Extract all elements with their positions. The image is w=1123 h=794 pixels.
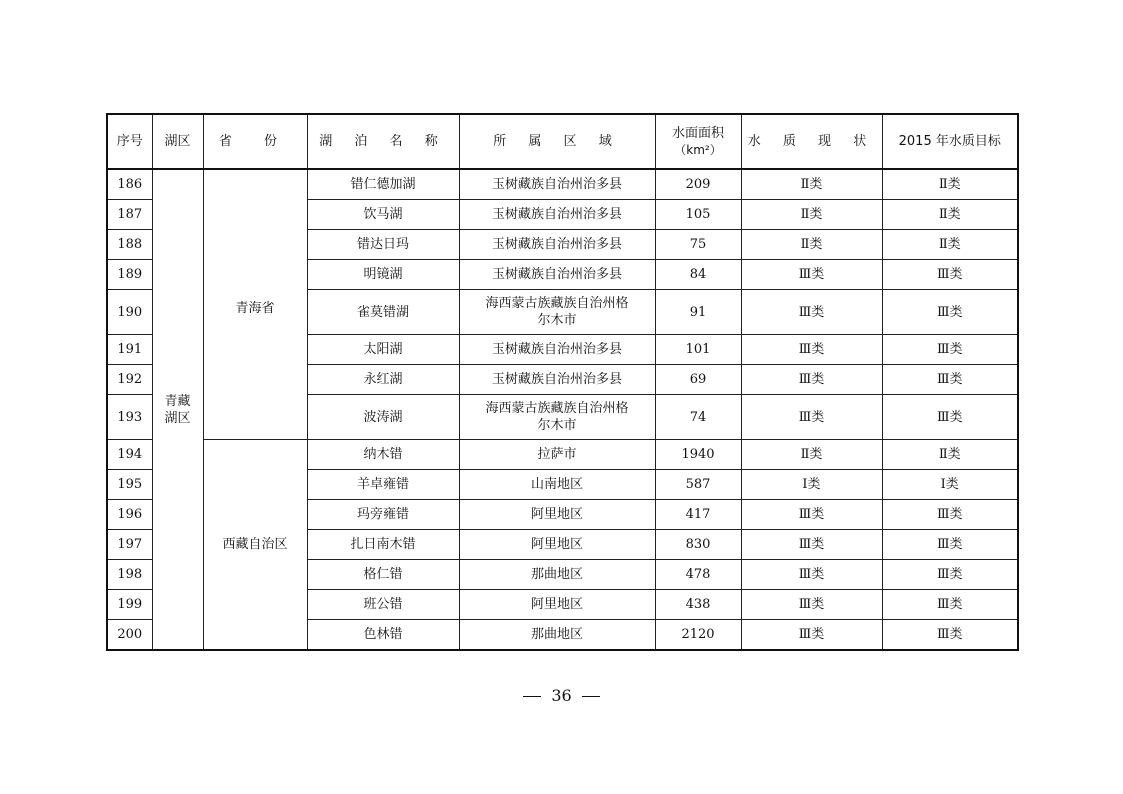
lake-name-cell: 玛旁雍错: [307, 500, 459, 530]
area-cell: 阿里地区: [459, 500, 655, 530]
lake-name-cell: 错达日玛: [307, 230, 459, 260]
lake-name-cell: 太阳湖: [307, 335, 459, 365]
target-cell: Ⅲ类: [882, 290, 1018, 335]
seq-cell: 195: [107, 470, 152, 500]
seq-cell: 186: [107, 169, 152, 200]
water-area-cell: 2120: [655, 620, 741, 651]
water-area-cell: 587: [655, 470, 741, 500]
area-cell: 玉树藏族自治州治多县: [459, 335, 655, 365]
seq-cell: 198: [107, 560, 152, 590]
quality-cell: Ⅲ类: [741, 620, 882, 651]
seq-cell: 200: [107, 620, 152, 651]
lake-name-cell: 纳木错: [307, 440, 459, 470]
page-footer: [0, 686, 1123, 705]
lake-name-cell: 扎日南木错: [307, 530, 459, 560]
area-cell: 那曲地区: [459, 620, 655, 651]
water-area-cell: 101: [655, 335, 741, 365]
header-region: 湖区: [152, 114, 203, 169]
water-area-cell: 478: [655, 560, 741, 590]
area-cell: 玉树藏族自治州治多县: [459, 169, 655, 200]
area-cell: 那曲地区: [459, 560, 655, 590]
seq-cell: 189: [107, 260, 152, 290]
area-cell: 玉树藏族自治州治多县: [459, 230, 655, 260]
target-cell: Ⅲ类: [882, 395, 1018, 440]
target-cell: Ⅲ类: [882, 335, 1018, 365]
target-cell: Ⅱ类: [882, 200, 1018, 230]
header-water-area-label: 水面面积: [671, 125, 724, 141]
quality-cell: Ⅱ类: [741, 169, 882, 200]
lake-name-cell: 永红湖: [307, 365, 459, 395]
header-water-area-unit: （km²）: [674, 142, 722, 157]
seq-cell: 196: [107, 500, 152, 530]
water-area-cell: 84: [655, 260, 741, 290]
header-quality: 水 质 现 状: [741, 114, 882, 169]
quality-cell: Ⅲ类: [741, 365, 882, 395]
water-area-cell: 105: [655, 200, 741, 230]
target-cell: Ⅲ类: [882, 530, 1018, 560]
lake-name-cell: 明镜湖: [307, 260, 459, 290]
lake-water-quality-table: [106, 113, 1019, 651]
region-cell: [152, 169, 203, 650]
province-cell-tibet: 西藏自治区: [203, 440, 307, 651]
area-cell: 玉树藏族自治州治多县: [459, 200, 655, 230]
target-cell: Ⅲ类: [882, 260, 1018, 290]
water-area-cell: 1940: [655, 440, 741, 470]
lake-name-cell: 格仁错: [307, 560, 459, 590]
water-area-cell: 209: [655, 169, 741, 200]
footer-dash-left: [523, 696, 541, 697]
table-row: [107, 169, 1018, 200]
area-cell: [459, 395, 655, 440]
area-cell: 阿里地区: [459, 590, 655, 620]
header-province: 省 份: [203, 114, 307, 169]
lake-name-cell: 羊卓雍错: [307, 470, 459, 500]
area-text: 海西蒙古族藏族自治州格尔木市: [485, 296, 629, 328]
water-area-cell: 69: [655, 365, 741, 395]
area-cell: 山南地区: [459, 470, 655, 500]
page-number: 36: [551, 686, 572, 705]
quality-cell: Ⅲ类: [741, 260, 882, 290]
area-cell: 阿里地区: [459, 530, 655, 560]
footer-dash-right: [582, 696, 600, 697]
target-cell: Ⅲ类: [882, 560, 1018, 590]
header-row: [107, 114, 1018, 169]
header-water-area: [655, 114, 741, 169]
seq-cell: 199: [107, 590, 152, 620]
target-cell: Ⅱ类: [882, 440, 1018, 470]
lake-name-cell: 班公错: [307, 590, 459, 620]
target-cell: Ⅱ类: [882, 230, 1018, 260]
water-area-cell: 74: [655, 395, 741, 440]
seq-cell: 190: [107, 290, 152, 335]
region-label: 青藏湖区: [164, 393, 191, 426]
target-cell: Ⅲ类: [882, 590, 1018, 620]
seq-cell: 191: [107, 335, 152, 365]
header-area: 所 属 区 域: [459, 114, 655, 169]
seq-cell: 187: [107, 200, 152, 230]
quality-cell: Ⅲ类: [741, 560, 882, 590]
header-seq: 序号: [107, 114, 152, 169]
area-cell: [459, 290, 655, 335]
seq-cell: 193: [107, 395, 152, 440]
seq-cell: 192: [107, 365, 152, 395]
seq-cell: 188: [107, 230, 152, 260]
lake-name-cell: 饮马湖: [307, 200, 459, 230]
water-area-cell: 75: [655, 230, 741, 260]
area-text: 海西蒙古族藏族自治州格尔木市: [485, 401, 629, 433]
quality-cell: Ⅲ类: [741, 530, 882, 560]
lake-name-cell: 错仁德加湖: [307, 169, 459, 200]
target-cell: Ⅲ类: [882, 500, 1018, 530]
lake-name-cell: 色林错: [307, 620, 459, 651]
header-lake-name: 湖 泊 名 称: [307, 114, 459, 169]
water-area-cell: 91: [655, 290, 741, 335]
target-cell: Ⅲ类: [882, 620, 1018, 651]
lake-name-cell: 雀莫错湖: [307, 290, 459, 335]
quality-cell: Ⅲ类: [741, 395, 882, 440]
quality-cell: Ⅲ类: [741, 500, 882, 530]
area-cell: 玉树藏族自治州治多县: [459, 365, 655, 395]
table-row: [107, 440, 1018, 470]
lake-name-cell: 波涛湖: [307, 395, 459, 440]
water-area-cell: 830: [655, 530, 741, 560]
seq-cell: 194: [107, 440, 152, 470]
water-area-cell: 438: [655, 590, 741, 620]
quality-cell: Ⅱ类: [741, 440, 882, 470]
area-cell: 玉树藏族自治州治多县: [459, 260, 655, 290]
header-target: 2015 年水质目标: [882, 114, 1018, 169]
target-cell: Ⅲ类: [882, 365, 1018, 395]
water-area-cell: 417: [655, 500, 741, 530]
area-cell: 拉萨市: [459, 440, 655, 470]
quality-cell: Ⅱ类: [741, 230, 882, 260]
quality-cell: Ⅲ类: [741, 290, 882, 335]
quality-cell: Ⅱ类: [741, 200, 882, 230]
target-cell: Ⅱ类: [882, 169, 1018, 200]
province-cell-qinghai: 青海省: [203, 169, 307, 440]
target-cell: Ⅰ类: [882, 470, 1018, 500]
seq-cell: 197: [107, 530, 152, 560]
quality-cell: Ⅲ类: [741, 335, 882, 365]
quality-cell: Ⅰ类: [741, 470, 882, 500]
quality-cell: Ⅲ类: [741, 590, 882, 620]
